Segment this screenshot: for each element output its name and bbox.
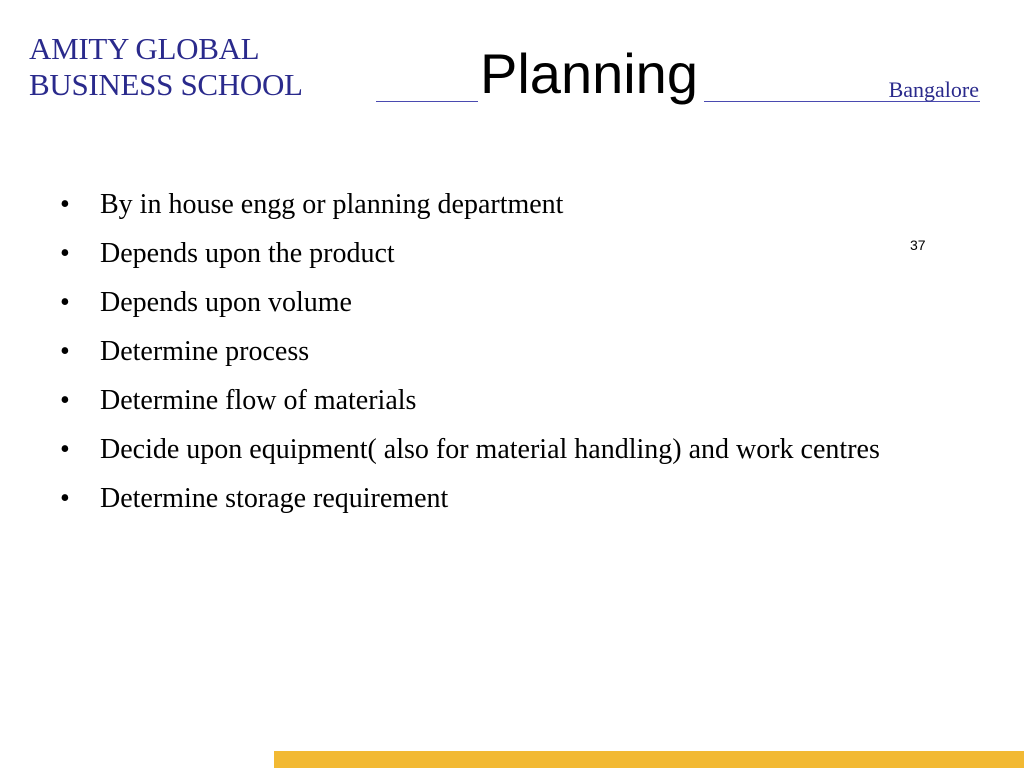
bullet-text: Depends upon volume: [100, 287, 352, 318]
footer-accent-bar: [274, 751, 1024, 768]
bullet-text: Decide upon equipment( also for material handling) and work centres: [100, 434, 880, 465]
bullet-icon: •: [60, 238, 70, 269]
bullet-text: Determine process: [100, 336, 310, 367]
bullet-item: [58, 237, 958, 271]
bullet-text: By in house engg or planning department: [100, 189, 564, 220]
bullet-icon: •: [60, 189, 70, 220]
bullet-item: [58, 335, 958, 369]
bullet-icon: •: [60, 385, 70, 416]
logo-line-2: BUSINESS SCHOOL: [29, 67, 303, 102]
bullet-list: [58, 188, 958, 531]
bullet-item: [58, 482, 958, 516]
bullet-item: [58, 433, 958, 467]
school-logo-text: [29, 31, 303, 103]
bullet-icon: •: [60, 336, 70, 367]
bullet-item: [58, 384, 958, 418]
logo-line-1: AMITY GLOBAL: [29, 31, 260, 66]
bullet-text: Determine storage requirement: [100, 483, 449, 514]
campus-label: Bangalore: [888, 77, 979, 102]
slide-number: 37: [910, 237, 926, 253]
bullet-icon: •: [60, 434, 70, 465]
slide-title: Planning: [478, 42, 704, 106]
bullet-item: [58, 286, 958, 320]
bullet-item: [58, 188, 958, 222]
bullet-text: Determine flow of materials: [100, 385, 417, 416]
bullet-icon: •: [60, 287, 70, 318]
bullet-text: Depends upon the product: [100, 238, 395, 269]
bullet-icon: •: [60, 483, 70, 514]
